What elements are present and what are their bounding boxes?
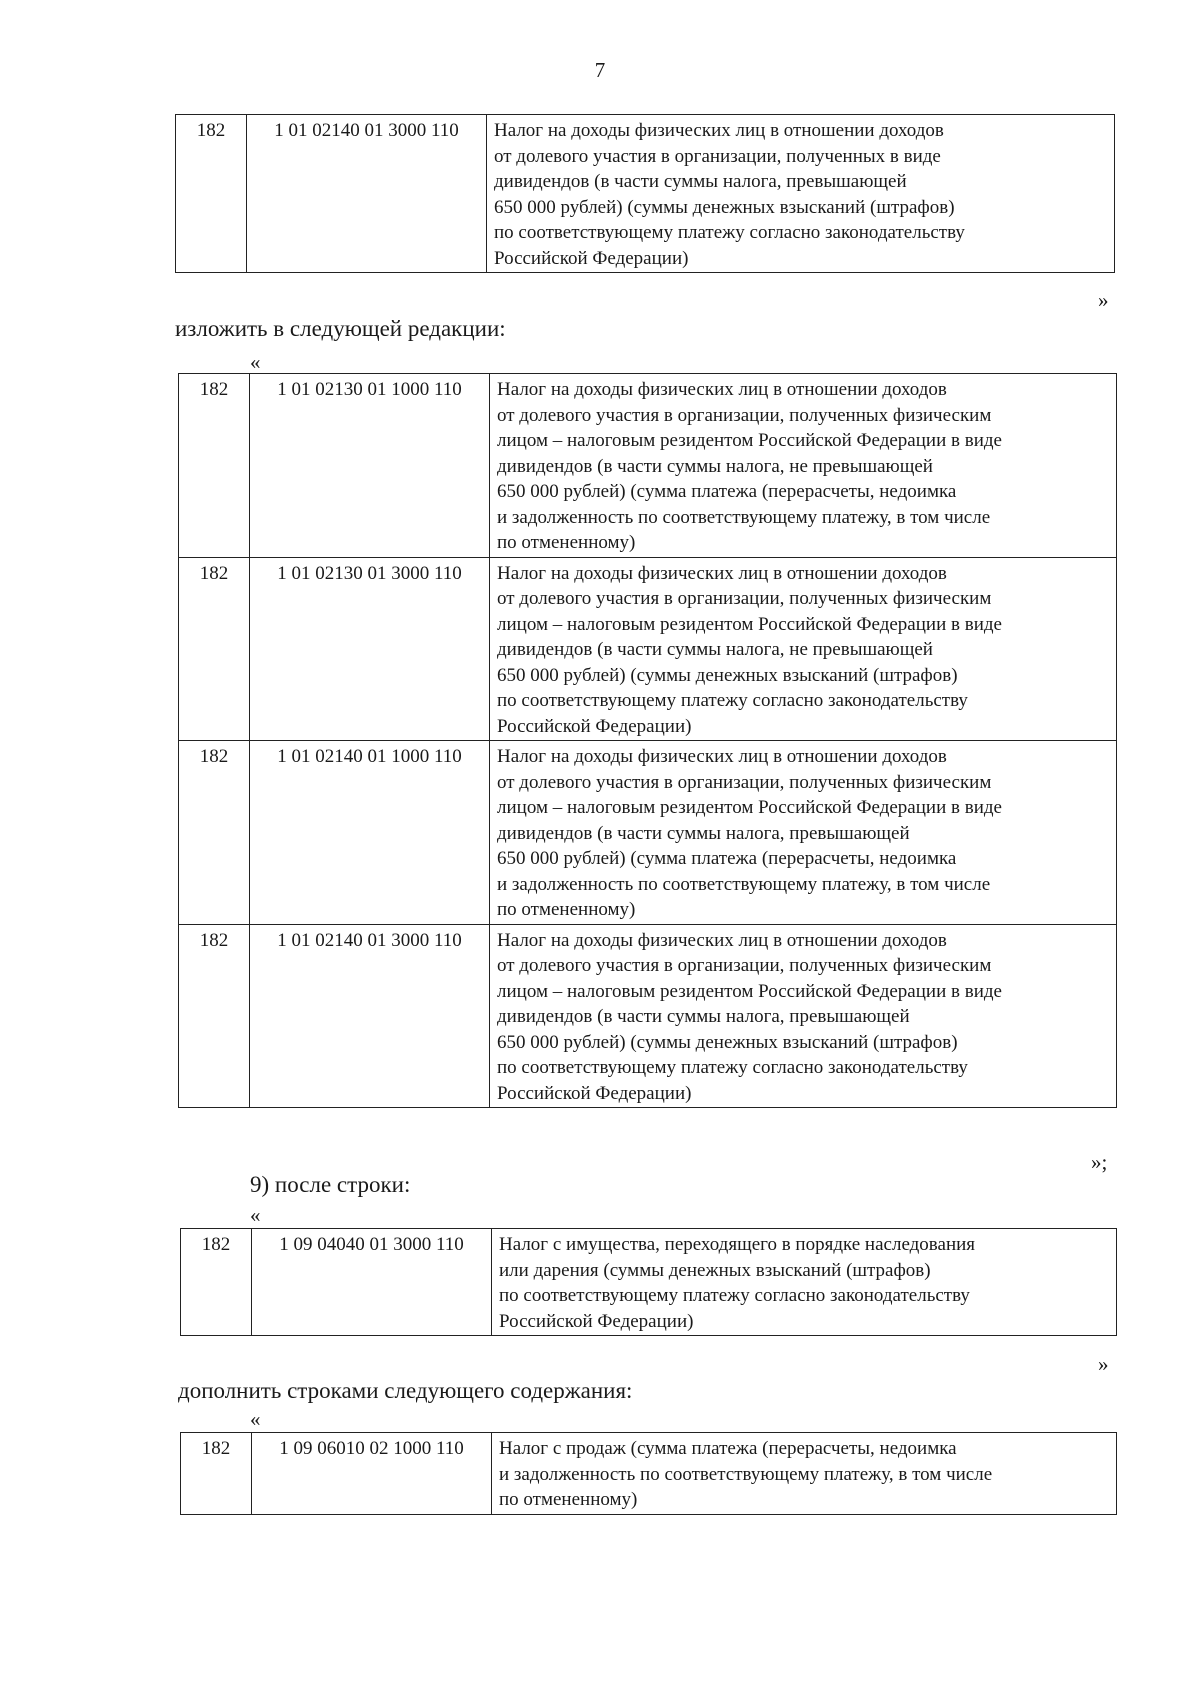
description-line: Российской Федерации): [497, 715, 692, 737]
description-line: Российской Федерации): [499, 1310, 694, 1332]
description-line: по соответствующему платежу согласно законодательству: [497, 690, 968, 711]
section-heading: 9) после строки:: [250, 1172, 411, 1197]
description-line: Налог на доходы физических лиц в отношении доходов: [497, 929, 947, 951]
admin-code-cell: 182: [181, 1229, 252, 1336]
income-description-cell: [490, 924, 1117, 1108]
description-line: Российской Федерации): [497, 1082, 692, 1104]
budget-classification-code-cell: 1 01 02130 01 1000 110: [250, 374, 490, 558]
description-line: Налог с продаж (сумма платежа (перерасчеты, недоимка: [499, 1438, 957, 1459]
budget-code-table: [175, 114, 1115, 273]
description-line: дивидендов (в части суммы налога, не превышающей: [497, 455, 933, 477]
admin-code-cell: 182: [181, 1433, 252, 1515]
budget-classification-code-cell: 1 09 04040 01 3000 110: [252, 1229, 492, 1336]
description-line: и задолженность по соответствующему платежу, в том числе: [497, 873, 991, 895]
table-body: [181, 1433, 1117, 1515]
description-line: и задолженность по соответствующему платежу, в том числе: [497, 506, 991, 528]
table-row: [179, 924, 1117, 1108]
description-line: Российской Федерации): [494, 247, 689, 269]
description-line: дивидендов (в части суммы налога, не превышающей: [497, 639, 933, 660]
description-line: Налог с имущества, переходящего в порядке наследования: [499, 1234, 976, 1255]
description-line: Налог на доходы физических лиц в отношении доходов: [497, 562, 947, 584]
budget-classification-code-cell: 1 09 06010 02 1000 110: [252, 1433, 492, 1515]
income-description-cell: [492, 1433, 1117, 1515]
description-line: по соответствующему платежу согласно законодательству: [497, 1057, 968, 1078]
table-row: [179, 741, 1117, 925]
income-description-cell: [490, 557, 1117, 741]
opening-quote: «: [250, 350, 261, 374]
table-row: [179, 374, 1117, 558]
description-line: и задолженность по соответствующему платежу, в том числе: [499, 1463, 993, 1485]
budget-classification-code-cell: 1 01 02140 01 3000 110: [247, 115, 487, 273]
table-body: [181, 1229, 1117, 1336]
budget-code-table: [178, 373, 1117, 1108]
description-line: Налог на доходы физических лиц в отношении доходов: [497, 746, 947, 767]
description-line: лицом – налоговым резидентом Российской Федерации в виде: [497, 613, 1002, 635]
description-line: от долевого участия в организации, полученных физическим: [497, 404, 992, 426]
description-line: по соответствующему платежу согласно законодательству: [494, 222, 965, 243]
admin-code-cell: 182: [179, 557, 250, 741]
admin-code-cell: 182: [179, 374, 250, 558]
description-line: 650 000 рублей) (суммы денежных взысканий (штрафов): [497, 664, 958, 686]
description-line: лицом – налоговым резидентом Российской Федерации в виде: [497, 430, 1002, 451]
admin-code-cell: 182: [176, 115, 247, 273]
description-line: лицом – налоговым резидентом Российской Федерации в виде: [497, 980, 1002, 1002]
admin-code-cell: 182: [179, 741, 250, 925]
budget-classification-code-cell: 1 01 02140 01 1000 110: [250, 741, 490, 925]
description-line: от долевого участия в организации, полученных в виде: [494, 145, 941, 167]
description-line: по отмененному): [497, 899, 636, 920]
table-body: [176, 115, 1115, 273]
table-4-block: [180, 1432, 1117, 1515]
description-line: 650 000 рублей) (суммы денежных взысканий (штрафов): [497, 1031, 958, 1053]
description-line: Налог на доходы физических лиц в отношении доходов: [494, 120, 944, 141]
description-line: дивидендов (в части суммы налога, превышающей: [497, 1006, 910, 1027]
description-line: 650 000 рублей) (сумма платежа (перерасчеты, недоимка: [497, 848, 957, 869]
budget-classification-code-cell: 1 01 02130 01 3000 110: [250, 557, 490, 741]
description-line: по соответствующему платежу согласно законодательству: [499, 1285, 970, 1306]
table-2-block: [178, 373, 1117, 1108]
income-description-cell: [490, 374, 1117, 558]
table-3-block: [180, 1228, 1117, 1336]
section-heading: изложить в следующей редакции:: [175, 316, 506, 341]
description-line: дивидендов (в части суммы налога, превышающей: [494, 171, 907, 192]
description-line: по отмененному): [497, 532, 636, 553]
section-heading: дополнить строками следующего содержания:: [178, 1378, 633, 1403]
opening-quote: «: [250, 1407, 261, 1431]
description-line: по отмененному): [499, 1489, 638, 1510]
opening-quote: «: [250, 1203, 261, 1227]
table-row: [181, 1433, 1117, 1515]
income-description-cell: [492, 1229, 1117, 1336]
description-line: дивидендов (в части суммы налога, превышающей: [497, 822, 910, 844]
description-line: от долевого участия в организации, полученных физическим: [497, 771, 992, 793]
description-line: лицом – налоговым резидентом Российской Федерации в виде: [497, 797, 1002, 818]
admin-code-cell: 182: [179, 924, 250, 1108]
table-row: [181, 1229, 1117, 1336]
table-1-block: [175, 114, 1115, 273]
budget-code-table: [180, 1432, 1117, 1515]
description-line: от долевого участия в организации, полученных физическим: [497, 955, 992, 976]
budget-classification-code-cell: 1 01 02140 01 3000 110: [250, 924, 490, 1108]
budget-code-table: [180, 1228, 1117, 1336]
income-description-cell: [490, 741, 1117, 925]
table-row: [176, 115, 1115, 273]
closing-quote: »: [1098, 288, 1109, 312]
description-line: 650 000 рублей) (суммы денежных взысканий (штрафов): [494, 196, 955, 218]
page-number: 7: [594, 58, 606, 82]
table-body: [179, 374, 1117, 1108]
closing-quote: »: [1098, 1352, 1109, 1376]
table-row: [179, 557, 1117, 741]
closing-quote: »;: [1091, 1150, 1108, 1174]
description-line: от долевого участия в организации, полученных физическим: [497, 588, 992, 609]
description-line: Налог на доходы физических лиц в отношении доходов: [497, 379, 947, 400]
description-line: или дарения (суммы денежных взысканий (штрафов): [499, 1259, 931, 1281]
description-line: 650 000 рублей) (сумма платежа (перерасчеты, недоимка: [497, 481, 957, 502]
income-description-cell: [487, 115, 1115, 273]
